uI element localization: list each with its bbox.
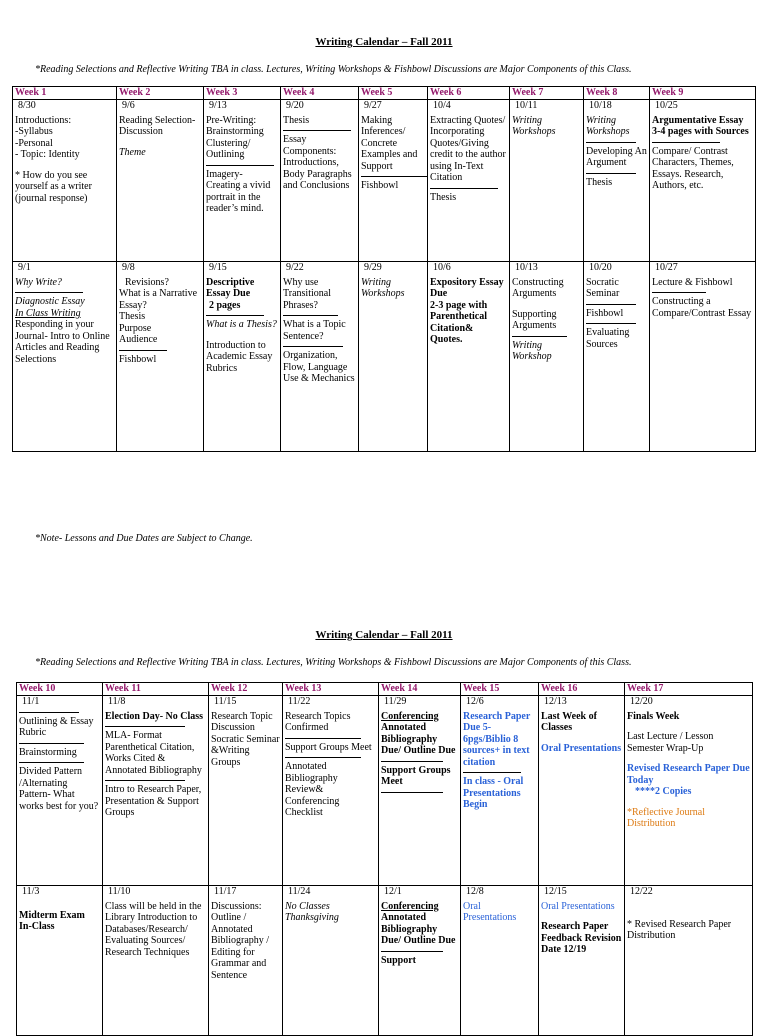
date-label: 9/27 xyxy=(364,100,382,111)
date-label: 9/22 xyxy=(286,262,304,273)
calendar-row xyxy=(17,696,753,886)
divider xyxy=(285,738,361,739)
cell-line: Conferencing xyxy=(381,710,439,722)
day-cell xyxy=(359,100,428,262)
date-label: 11/24 xyxy=(288,886,311,897)
week-header: Week 7 xyxy=(510,87,584,100)
cell-line: Socratic Seminar &Writing Groups xyxy=(211,733,280,768)
date-label: 11/29 xyxy=(384,696,407,707)
date-label: 10/4 xyxy=(433,100,451,111)
cell-line: 2 pages xyxy=(209,299,241,311)
cell-line: Introduction to Academic Essay Rubrics xyxy=(206,339,273,374)
calendar-row xyxy=(17,886,753,1036)
date-label: 11/22 xyxy=(288,696,311,707)
date-label: 12/6 xyxy=(466,696,484,707)
divider xyxy=(15,292,83,293)
page-title: Writing Calendar – Fall 2011 xyxy=(315,36,453,48)
day-cell xyxy=(281,100,359,262)
divider xyxy=(586,142,636,143)
date-label: 11/1 xyxy=(22,696,40,707)
day-cell xyxy=(117,262,204,452)
cell-line: Research Topic Discussion xyxy=(211,710,273,733)
cell-line: Constructing a Compare/Contrast Essay xyxy=(652,296,752,319)
date-label: 11/8 xyxy=(108,696,126,707)
day-cell xyxy=(650,262,756,452)
cell-line: In Class Writing xyxy=(15,307,81,319)
day-cell xyxy=(17,696,103,886)
cell-line: Compare/ Contrast Characters, Themes, Essays. Research, Authors, etc. xyxy=(652,145,734,191)
divider xyxy=(19,743,84,744)
cell-line: Descriptive Essay Due xyxy=(206,276,255,299)
date-label: 9/13 xyxy=(209,100,227,111)
cell-line: Fishbowl xyxy=(119,353,157,365)
divider xyxy=(283,315,338,316)
cell-line: Class will be held in the Library Introduction to Databases/Research/ Evaluating Sources/ Research Techniques xyxy=(105,900,202,958)
cell-line: * How do you see yourself as a writer (journal response) xyxy=(15,169,92,204)
cell-line: What is a Thesis? xyxy=(206,319,277,330)
cell-line: Essay Components: Introductions, Body Paragraphs and Conclusions xyxy=(283,134,352,191)
day-cell xyxy=(428,100,510,262)
cell-line: Writing Workshops xyxy=(512,114,556,137)
cell-line: In-Class xyxy=(19,921,55,932)
cell-line: Diagnostic Essay xyxy=(15,296,85,307)
date-label: 10/27 xyxy=(655,262,678,273)
cell-line: Editing for Grammar and Sentence xyxy=(211,946,267,981)
date-label: 9/20 xyxy=(286,100,304,111)
week-header: Week 3 xyxy=(204,87,281,100)
date-label: 9/8 xyxy=(122,262,135,273)
week-header-row xyxy=(17,683,753,696)
day-cell xyxy=(13,262,117,452)
divider xyxy=(206,315,264,316)
cell-line: Election Day- No Class xyxy=(105,710,204,722)
date-label: 12/15 xyxy=(544,886,567,897)
cell-line: -Syllabus xyxy=(15,126,53,137)
divider xyxy=(652,292,706,293)
cell-line: Outlining & Essay Rubric xyxy=(19,715,94,738)
cell-line: Writing Workshops xyxy=(586,114,630,137)
day-cell xyxy=(204,100,281,262)
cell-line: Annotated Bibliography Due/ Outline Due xyxy=(381,912,456,946)
day-cell xyxy=(539,696,625,886)
cell-line: Thesis xyxy=(430,191,457,203)
week-header: Week 8 xyxy=(584,87,650,100)
divider xyxy=(381,761,443,762)
cell-line: Support Groups Meet xyxy=(381,764,451,787)
cell-line: Research Paper Due 5-6pgs/Biblio 8 sources+ in text citation xyxy=(463,710,531,768)
cell-line: Discussions: Outline / Annotated Bibliography / xyxy=(211,900,270,946)
date-label: 12/13 xyxy=(544,696,567,707)
day-cell xyxy=(461,886,539,1036)
cell-line: Annotated Bibliography Review& Conferencing Checklist xyxy=(285,761,340,818)
cell-line: Audience xyxy=(119,334,158,345)
day-cell xyxy=(584,100,650,262)
date-label: 11/10 xyxy=(108,886,131,897)
day-cell xyxy=(428,262,510,452)
day-cell xyxy=(283,886,379,1036)
day-cell xyxy=(283,696,379,886)
cell-line: Conferencing xyxy=(381,900,439,912)
divider xyxy=(283,346,343,347)
divider xyxy=(463,772,521,773)
cell-line: Support xyxy=(381,954,417,966)
cell-line: Divided Pattern /Alternating Pattern- What works best for you? xyxy=(19,766,99,812)
week-header: Week 4 xyxy=(281,87,359,100)
cell-line: Midterm Exam xyxy=(19,909,85,921)
page-title: Writing Calendar – Fall 2011 xyxy=(315,629,453,641)
cell-line: Socratic Seminar xyxy=(586,276,620,299)
divider xyxy=(381,792,443,793)
cell-line: In class - Oral Presentations Begin xyxy=(463,776,524,810)
calendar-row xyxy=(13,262,756,452)
day-cell xyxy=(281,262,359,452)
cell-line: Purpose xyxy=(119,322,152,334)
week-header: Week 1 xyxy=(13,87,117,100)
day-cell xyxy=(117,100,204,262)
week-header: Week 14 xyxy=(379,683,461,696)
day-cell xyxy=(13,100,117,262)
cell-line: Oral Presentations xyxy=(541,742,622,754)
cell-line: Oral Presentations xyxy=(463,900,517,923)
divider xyxy=(652,142,720,143)
cell-line: Thesis xyxy=(283,114,310,126)
divider xyxy=(586,323,636,324)
date-label: 12/1 xyxy=(384,886,402,897)
day-cell xyxy=(379,696,461,886)
cell-line: Reading Selection-Discussion xyxy=(119,114,196,137)
day-cell xyxy=(17,886,103,1036)
cell-line: Intro to Research Paper, Presentation & Support Groups xyxy=(105,784,202,818)
cell-line: Research Paper Feedback Revision Date 12/19 xyxy=(541,921,622,955)
cell-line: Extracting Quotes/ Incorporating Quotes/Giving credit to the author using In-Text Citation xyxy=(430,114,506,183)
cell-line: Writing Workshop xyxy=(512,339,552,362)
divider xyxy=(512,336,567,337)
date-label: 11/3 xyxy=(22,886,40,897)
date-label: 10/18 xyxy=(589,100,612,111)
day-cell xyxy=(209,696,283,886)
cell-line: Why use Transitional Phrases? xyxy=(283,276,331,311)
cell-line: Making Inferences/ Concrete Examples and Support xyxy=(361,114,418,172)
day-cell xyxy=(461,696,539,886)
cell-line: ****2 Copies xyxy=(635,786,692,797)
intro-note: *Reading Selections and Reflective Writing TBA in class. Lectures, Writing Workshops & Fishbowl Discussions are Major Components of this Class. xyxy=(35,657,632,668)
week-header: Week 10 xyxy=(17,683,103,696)
cell-line: * Revised Research Paper Distribution xyxy=(627,918,732,941)
date-label: 9/6 xyxy=(122,100,135,111)
week-header: Week 5 xyxy=(359,87,428,100)
week-header: Week 9 xyxy=(650,87,756,100)
cell-line: Last Week of Classes xyxy=(541,710,597,733)
cell-line: Brainstorming xyxy=(19,746,77,758)
date-label: 9/29 xyxy=(364,262,382,273)
day-cell xyxy=(625,886,753,1036)
cell-line: Introductions: xyxy=(15,114,72,126)
divider xyxy=(586,304,636,305)
divider xyxy=(285,757,361,758)
intro-note: *Reading Selections and Reflective Writing TBA in class. Lectures, Writing Workshops & Fishbowl Discussions are Major Components of this Class. xyxy=(35,64,632,75)
date-label: 8/30 xyxy=(18,100,36,111)
cell-line: Thesis xyxy=(119,311,146,322)
day-cell xyxy=(510,100,584,262)
divider xyxy=(19,762,84,763)
cell-line: Writing Workshops xyxy=(361,276,405,299)
cell-line: Fishbowl xyxy=(361,180,399,191)
cell-line: Revisions? xyxy=(125,276,169,288)
day-cell xyxy=(379,886,461,1036)
week-header: Week 13 xyxy=(283,683,379,696)
cell-line: 2-3 page with Parenthetical Citation& Quotes. xyxy=(430,299,488,345)
cell-line: Developing An Argument xyxy=(586,145,647,168)
day-cell xyxy=(103,696,209,886)
week-header: Week 12 xyxy=(209,683,283,696)
divider xyxy=(283,130,351,131)
cell-line: Evaluating Sources xyxy=(586,327,630,350)
cell-line: Why Write? xyxy=(15,276,62,288)
cell-line: - Topic: Identity xyxy=(15,149,80,160)
day-cell xyxy=(539,886,625,1036)
divider xyxy=(206,165,274,166)
week-header-row xyxy=(13,87,756,100)
cell-line: -Personal xyxy=(15,137,53,149)
day-cell xyxy=(103,886,209,1036)
week-header: Week 15 xyxy=(461,683,539,696)
date-label: 9/1 xyxy=(18,262,31,273)
cell-line: Argumentative Essay 3-4 pages with Sources xyxy=(652,114,749,137)
cell-line: Oral Presentations xyxy=(541,900,615,912)
week-header: Week 11 xyxy=(103,683,209,696)
cell-line: Thanksgiving xyxy=(285,912,339,923)
cell-line: Supporting Arguments xyxy=(512,308,557,331)
cell-line: Last Lecture / Lesson Semester Wrap-Up xyxy=(627,731,714,754)
cell-line: Theme xyxy=(119,146,146,158)
cell-line: What is a Narrative Essay? xyxy=(119,288,198,311)
date-label: 10/20 xyxy=(589,262,612,273)
cell-line: No Classes xyxy=(285,900,330,912)
cell-line: Pre-Writing: Brainstorming Clustering/ Outlining xyxy=(206,114,264,160)
divider xyxy=(105,780,185,781)
date-label: 10/25 xyxy=(655,100,678,111)
cell-line: *Reflective Journal Distribution xyxy=(627,806,706,829)
day-cell xyxy=(510,262,584,452)
cell-line: Expository Essay Due xyxy=(430,276,504,299)
cell-line: Revised Research Paper Due Today xyxy=(627,763,750,786)
date-label: 12/20 xyxy=(630,696,653,707)
divider xyxy=(586,173,636,174)
divider xyxy=(381,951,443,952)
cell-line: Research Topics Confirmed xyxy=(285,710,351,733)
date-label: 11/17 xyxy=(214,886,237,897)
date-label: 10/11 xyxy=(515,100,538,111)
day-cell xyxy=(584,262,650,452)
cell-line: Lecture & Fishbowl xyxy=(652,276,733,288)
day-cell xyxy=(359,262,428,452)
day-cell xyxy=(650,100,756,262)
day-cell xyxy=(204,262,281,452)
calendar-row xyxy=(13,100,756,262)
cell-line: Responding in your Journal- Intro to Online Articles and Reading Selections xyxy=(15,319,110,365)
cell-line: Fishbowl xyxy=(586,307,624,319)
divider xyxy=(430,188,498,189)
date-label: 12/22 xyxy=(630,886,653,897)
date-label: 11/15 xyxy=(214,696,237,707)
divider xyxy=(361,176,428,177)
cell-line: Annotated Bibliography Due/ Outline Due xyxy=(381,722,456,756)
week-header: Week 16 xyxy=(539,683,625,696)
date-label: 10/6 xyxy=(433,262,451,273)
cell-line: Imagery- Creating a vivid portrait in the reader’s mind. xyxy=(206,168,271,214)
date-label: 10/13 xyxy=(515,262,538,273)
week-header: Week 6 xyxy=(428,87,510,100)
calendar-table-2 xyxy=(16,682,753,1036)
day-cell xyxy=(209,886,283,1036)
cell-line: MLA- Format Parenthetical Citation, Works Cited & Annotated Bibliography xyxy=(105,730,202,776)
date-label: 12/8 xyxy=(466,886,484,897)
cell-line: Organization, Flow, Language Use & Mechanics xyxy=(283,350,355,384)
date-label: 9/15 xyxy=(209,262,227,273)
divider xyxy=(119,350,167,351)
calendar-table-1 xyxy=(12,86,756,452)
cell-line: Finals Week xyxy=(627,710,680,722)
cell-line: Constructing Arguments xyxy=(512,276,564,299)
week-header: Week 17 xyxy=(625,683,753,696)
divider xyxy=(19,712,79,713)
cell-line: Thesis xyxy=(586,176,613,188)
day-cell xyxy=(625,696,753,886)
week-header: Week 2 xyxy=(117,87,204,100)
disclaimer-note: *Note- Lessons and Due Dates are Subject to Change. xyxy=(35,533,253,544)
cell-line: What is a Topic Sentence? xyxy=(283,319,346,342)
cell-line: Support Groups Meet xyxy=(285,741,372,753)
divider xyxy=(105,726,185,727)
